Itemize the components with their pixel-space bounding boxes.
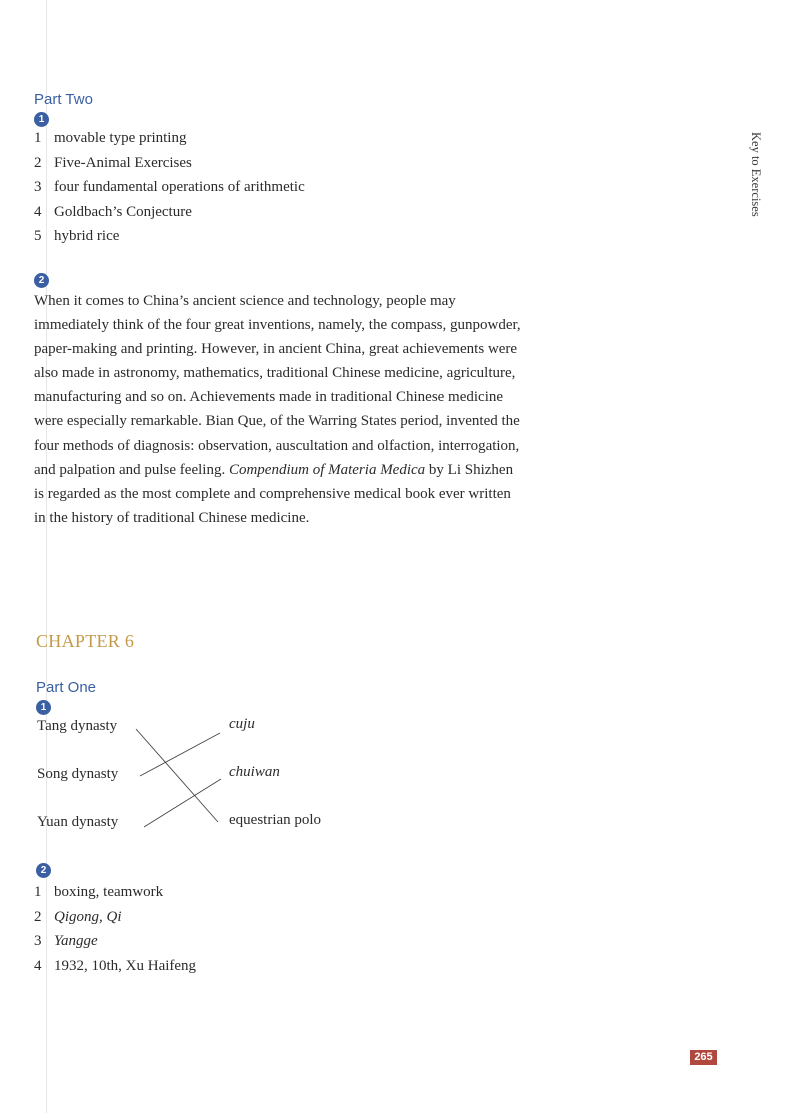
exercise-1-number: 1 [36,700,51,715]
part-one-heading: Part One [36,679,97,696]
list-item: 4 Goldbach’s Conjecture [34,203,192,220]
match-right-item: chuiwan [229,764,280,780]
list-item: 3 four fundamental operations of arithmetic [34,179,305,195]
match-line-tang-chuiwan [136,729,218,822]
answer-paragraph: When it comes to China’s ancient science and technology, people may immediately think of the four great inventions, namely, the compass, gunpowder, paper-making and printing. However, in ancient China, great achievements were also made in astronomy, mathematics, traditional Chinese medicine, agriculture, manufacturing and so on. Achievements made in traditional Chinese medicine were especially remarkable. Bian Que, of the Warring States period, invented the four methods of diagnosis: observation, auscultation and olfaction, interrogation, and palpation and pulse feeling. Compendium of Materia Medica by Li Shizhen is regarded as the most complete and comprehensive medical book ever written in the history of traditional Chinese medicine. [34,293,521,526]
part-two-heading: Part Two [34,91,93,108]
match-left-item: Tang dynasty [37,718,118,734]
match-left-item: Song dynasty [37,766,119,782]
list-item: 4 1932, 10th, Xu Haifeng [34,957,197,974]
chapter-heading: CHAPTER 6 [36,631,135,651]
list-item: 2 Five-Animal Exercises [34,154,192,171]
match-line-yuan-polo [144,779,221,827]
list-item: 2 Qigong, Qi [34,908,122,925]
list-item: 1 movable type printing [34,130,187,146]
book-title: Compendium of Materia Medica [228,461,426,478]
page-number: 265 [690,1050,717,1065]
match-line-song-cuju [140,733,220,776]
exercise-2-number: 2 [34,273,49,288]
list-item: 3 Yangge [34,933,98,949]
match-right-item: equestrian polo [229,812,322,828]
exercise-2-number: 2 [36,863,51,878]
side-tab-label: Key to Exercises [749,132,763,217]
exercise-1-number: 1 [34,112,49,127]
list-item: 5 hybrid rice [34,228,120,244]
match-left-item: Yuan dynasty [37,814,119,830]
part-one-answer-list [34,880,196,978]
match-right-item: cuju [229,716,255,732]
list-item: 1 boxing, teamwork [34,884,164,900]
